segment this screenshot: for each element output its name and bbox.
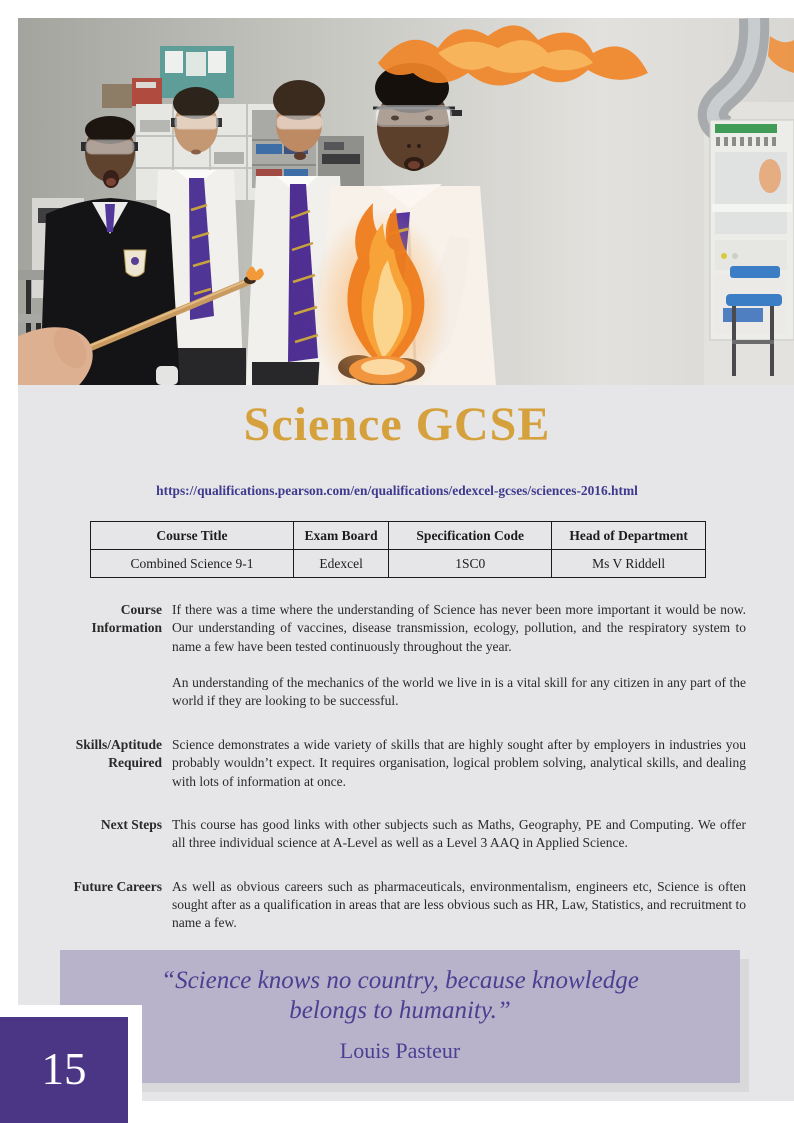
section-text <box>172 736 746 791</box>
course-table <box>90 521 706 578</box>
section-text <box>172 601 746 711</box>
pearson-spec-link[interactable]: https://qualifications.pearson.com/en/qualifications/edexcel-gcses/sciences-2016.html <box>156 483 638 498</box>
paragraph: If there was a time where the understanding of Science has never been more important it would be now. Our understanding of vaccines, disease transmission, ecology, pollution, and the respiratory system to name a few have been tested continuously throughout the year. <box>172 602 746 654</box>
cell-spec-code: 1SC0 <box>389 550 552 578</box>
quote-banner <box>60 950 740 1083</box>
col-course-title: Course Title <box>91 522 294 550</box>
science-lab-photo <box>18 18 794 385</box>
paragraph: Science demonstrates a wide variety of skills that are highly sought after by employers in industries you probably wouldn’t expect. It requires organisation, logical problem solving, analytical skills, and dealing with lots of information at once. <box>172 736 746 789</box>
section-label: Future Careers <box>73 878 162 894</box>
safety-goggles-icon <box>175 116 218 129</box>
paragraph: This course has good links with other subjects such as Maths, Geography, PE and Computing. We offer all three individual science at A-Level as well as a Level 3 AAQ in Applied Science. <box>172 816 746 851</box>
safety-goggles-icon <box>277 116 322 129</box>
quote-attribution: Louis Pasteur <box>339 1038 461 1063</box>
page-number: 15 <box>0 1017 128 1123</box>
section-text <box>172 878 746 933</box>
table-row <box>91 550 706 578</box>
cell-course-title: Combined Science 9-1 <box>91 550 294 578</box>
page-title: Science GCSE <box>243 398 551 451</box>
section-course-information <box>60 601 746 711</box>
table-header-row <box>91 522 706 550</box>
col-spec-code: Specification Code <box>389 522 552 550</box>
col-exam-board: Exam Board <box>293 522 388 550</box>
section-label: Skills/Aptitude Required <box>75 736 162 771</box>
cell-exam-board: Edexcel <box>293 550 388 578</box>
section-skills-aptitude <box>60 736 746 791</box>
section-label: Next Steps <box>100 816 162 832</box>
safety-goggles-icon <box>375 106 451 126</box>
safety-goggles-icon <box>86 140 134 154</box>
section-future-careers <box>60 878 746 933</box>
section-text <box>172 816 746 853</box>
fume-hood-label <box>715 124 777 133</box>
quote-text: “Science knows no country, because knowledge belongs to humanity.” <box>161 967 639 1024</box>
paragraph: As well as obvious careers such as pharmaceuticals, environmentalism, engineers etc, Science is often sought after as a qualification in areas that are less obvious such as HR, Law, Statistics, and recruitment to name a few. <box>172 878 746 931</box>
col-head-of-dept: Head of Department <box>552 522 706 550</box>
section-next-steps <box>60 816 746 853</box>
course-details <box>60 601 746 958</box>
section-label: Course Information <box>91 602 162 636</box>
cell-head-of-dept: Ms V Riddell <box>552 550 706 578</box>
paragraph: An understanding of the mechanics of the world we live in is a vital skill for any citizen in any part of the world if they are looking to be successful. <box>172 675 746 709</box>
